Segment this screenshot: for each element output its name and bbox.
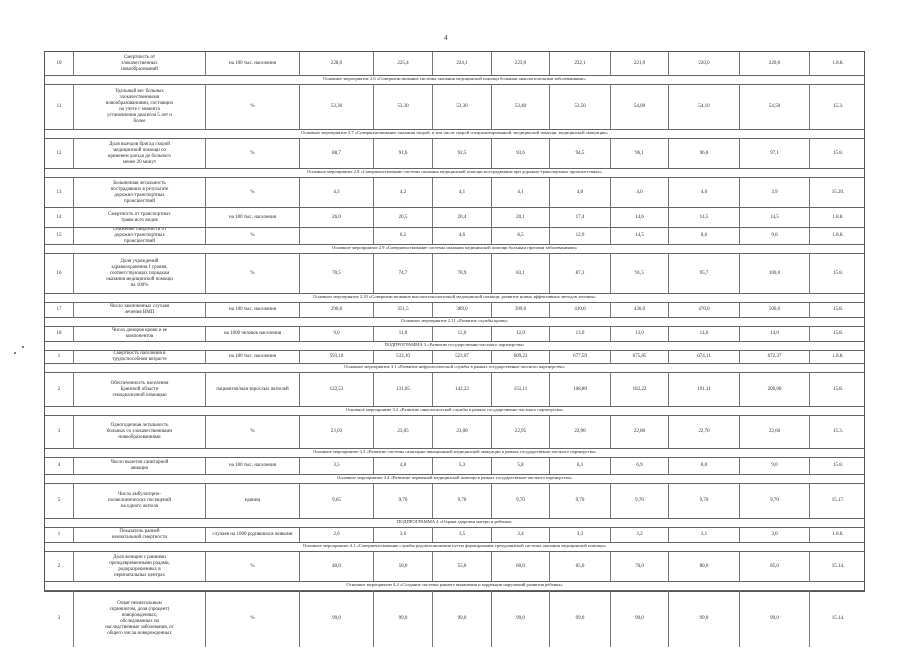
value-cell: 9,70: [549, 484, 610, 518]
reference-cell: 15.8.: [809, 254, 866, 293]
value-cell: 220,0: [739, 52, 809, 75]
unit-cell: %: [205, 254, 299, 293]
indicator-name-cell: Число амбулаторно- поликлинических посещений на одного жителя: [73, 484, 205, 518]
value-cell: 228,9: [299, 52, 373, 75]
table-row: [45, 253, 864, 293]
section-header-row: ПОДПРОГРАММА 3 «Развитие государственно-частного партнерства»: [45, 341, 864, 350]
value-cell: 50,0: [373, 552, 432, 581]
value-cell: 20,4: [432, 208, 491, 227]
unit-cell: пациентов/млн взрослых жителей: [205, 373, 299, 406]
scan-dot: [14, 352, 16, 354]
value-cell: 9,0: [739, 458, 809, 474]
value-cell: 54,10: [668, 85, 739, 129]
value-cell: 12,0: [549, 228, 610, 244]
value-cell: 97,1: [739, 139, 809, 168]
value-cell: 223,0: [491, 52, 549, 75]
unit-cell: на 1000 человек населения: [205, 327, 299, 341]
value-cell: 20,1: [491, 208, 549, 227]
value-cell: 95,7: [668, 254, 739, 293]
row-number-cell: 16: [56, 270, 62, 276]
value-cell: 88,7: [299, 139, 373, 168]
reference-cell: 15.8.: [809, 303, 866, 317]
value-cell: 122,53: [299, 373, 373, 406]
value-cell: 12,0: [432, 327, 491, 341]
row-number-cell: 10: [56, 60, 62, 66]
table-row: [45, 138, 864, 168]
indicator-name-cell: Доля учреждений здравоохранения I уровня, соответствующих порядкам оказания медицинской помощи на 100%: [73, 254, 205, 293]
value-cell: 53,40: [491, 85, 549, 129]
value-cell: 2,6: [299, 528, 373, 542]
unit-cell: единиц: [205, 484, 299, 518]
indicator-name-cell: Смертность от злокачественных новообразований: [73, 52, 205, 75]
unit-cell: %: [205, 139, 299, 168]
reference-cell: 15.8.: [809, 373, 866, 406]
section-header-row: Основное мероприятие 2.10 «Совершенствование высокотехнологичной медицинской помощи, развитие новых эффективных методов лечения»: [45, 293, 864, 302]
value-cell: 3,5: [432, 528, 491, 542]
value-cell: 26,0: [299, 208, 373, 227]
indicator-name-cell: Одногодичная летальность больных со злокачественными новообразованиями: [73, 416, 205, 448]
value-cell: 500,0: [739, 303, 809, 317]
value-cell: 609,23: [491, 351, 549, 363]
value-cell: 533,10: [373, 351, 432, 363]
indicator-name-cell: Больничная летальность пострадавших в результате дорожно-транспортных происшествий: [73, 178, 205, 207]
section-header-row: Основное мероприятие 3.1 «Развитие нефрологической службы в рамках государственно-частного партнерства»: [45, 363, 864, 372]
value-cell: 142,22: [432, 373, 491, 406]
value-cell: 20,5: [373, 208, 432, 227]
value-cell: 96,1: [610, 139, 668, 168]
section-header-row: ПОДПРОГРАММА 4 «Охрана здоровья матери и ребенка»: [45, 518, 864, 527]
value-cell: 22,90: [549, 416, 610, 448]
reference-cell: 15.8.: [809, 327, 866, 341]
reference-cell: 15.8.: [809, 139, 866, 168]
unit-cell: на 100 тыс. населения: [205, 303, 299, 317]
value-cell: 221,0: [610, 52, 668, 75]
value-cell: 182,22: [610, 373, 668, 406]
row-number-cell: 5: [57, 498, 61, 503]
value-cell: 99,0: [549, 591, 610, 647]
row-number-cell: 2: [57, 386, 61, 392]
reference-cell: 15.3.: [809, 85, 866, 129]
value-cell: 22,60: [739, 416, 809, 448]
table-row: [45, 227, 864, 244]
value-cell: 91,6: [373, 139, 432, 168]
indicators-table: [44, 51, 865, 636]
value-cell: 9,70: [668, 484, 739, 518]
value-cell: 3,1: [668, 528, 739, 542]
section-header-row: Основное мероприятие 3.2 «Развитие онкологической службы в рамках государственно-частного партнерства»: [45, 406, 864, 415]
value-cell: 8,5: [491, 228, 549, 244]
indicator-name-cell: Обеспеченность населения Брянской области гемодиализной помощью: [73, 373, 205, 406]
value-cell: 55,0: [432, 552, 491, 581]
unit-cell: %: [205, 591, 299, 647]
value-cell: 4,0: [668, 178, 739, 207]
indicator-name-cell: Доля женщин с ранними преждевременными родами, родоразрешенных в перинатальных центрах: [73, 552, 205, 581]
value-cell: 53,50: [549, 85, 610, 129]
value-cell: 14,0: [739, 327, 809, 341]
table-row: [45, 177, 864, 207]
value-cell: [299, 228, 373, 244]
value-cell: 4,3: [299, 178, 373, 207]
section-header-row: Основное мероприятие 4.1 «Совершенствование службы родовспоможения путем формирования трехуровневой системы оказания медицинской помощи»: [45, 542, 864, 551]
value-cell: 14,5: [739, 208, 809, 227]
value-cell: 9,65: [299, 484, 373, 518]
table-row: [45, 415, 864, 448]
value-cell: 93,6: [491, 139, 549, 168]
section-header-row: Основное мероприятие 2.6 «Совершенствование системы оказания медицинской помощи больным онкологическими заболеваниями»: [45, 75, 864, 84]
section-header-row: Основное мероприятие 3.3 «Развитие системы санитарно-авиационной медицинской эвакуации в рамках государственно-частного партнерства»: [45, 448, 864, 457]
value-cell: 5,8: [491, 458, 549, 474]
value-cell: 9,70: [432, 484, 491, 518]
value-cell: 12,0: [491, 327, 549, 341]
value-cell: 6,3: [549, 458, 610, 474]
value-cell: 4,0: [610, 178, 668, 207]
unit-cell: %: [205, 552, 299, 581]
value-cell: 5,3: [432, 458, 491, 474]
value-cell: 4,1: [432, 178, 491, 207]
value-cell: 9,0: [299, 327, 373, 341]
table-row: [45, 350, 864, 363]
value-cell: 672,37: [739, 351, 809, 363]
value-cell: 3,6: [373, 528, 432, 542]
row-number-cell: 2: [57, 563, 61, 569]
value-cell: 99,0: [610, 591, 668, 647]
reference-cell: 1.8.8.: [809, 351, 866, 363]
value-cell: 54,50: [739, 85, 809, 129]
row-number-cell: 1: [57, 354, 61, 359]
value-cell: 200,00: [739, 373, 809, 406]
value-cell: 389,0: [432, 303, 491, 317]
value-cell: 3,2: [610, 528, 668, 542]
value-cell: 6,9: [610, 458, 668, 474]
value-cell: 60,0: [491, 552, 549, 581]
value-cell: 593,10: [299, 351, 373, 363]
reference-cell: 1.8.8.: [809, 528, 866, 542]
value-cell: 53,30: [299, 85, 373, 129]
value-cell: 23,03: [299, 416, 373, 448]
value-cell: 3,3: [549, 528, 610, 542]
value-cell: 191,11: [668, 373, 739, 406]
value-cell: 677,59: [549, 351, 610, 363]
value-cell: 80,0: [668, 552, 739, 581]
unit-cell: случаев на 1000 родившихся живыми: [205, 528, 299, 542]
reference-cell: 1.8.8.: [809, 208, 866, 227]
value-cell: 53,30: [432, 85, 491, 129]
section-header-row: Основное мероприятие 3.4 «Развитие первичной медицинской помощи в рамках государственно-частного партнерства»: [45, 474, 864, 483]
section-header-row: Основное мероприятие 4.2 «Создание системы раннего выявления и коррекции нарушений развития ребенка»: [45, 581, 864, 590]
reference-cell: 15.20.: [809, 178, 866, 207]
value-cell: 99,0: [739, 591, 809, 647]
value-cell: 83,1: [491, 254, 549, 293]
section-header-row: Основное мероприятие 2.7 «Совершенствование оказания скорой, в том числе скорой специализированной, медицинской помощи, медицинской эвакуации»: [45, 129, 864, 138]
table-row: [45, 527, 864, 542]
reference-cell: 15.8.: [809, 458, 866, 474]
value-cell: 222,1: [549, 52, 610, 75]
value-cell: 410,0: [549, 303, 610, 317]
value-cell: 3,4: [491, 528, 549, 542]
unit-cell: %: [205, 85, 299, 129]
value-cell: 85,0: [739, 552, 809, 581]
value-cell: 8,0: [668, 228, 739, 244]
value-cell: 74,7: [373, 254, 432, 293]
value-cell: 675,85: [610, 351, 668, 363]
unit-cell: %: [205, 416, 299, 448]
section-header-row: Основное мероприятие 2.9 «Совершенствование системы оказания медицинской помощи больным прочими заболеваниями»: [45, 244, 864, 253]
value-cell: 4,8: [373, 458, 432, 474]
reference-cell: 15.14.: [809, 591, 866, 647]
indicator-name-cell: Показатель ранней неонатальной смертности: [73, 528, 205, 542]
row-number-cell: 3: [57, 616, 61, 621]
unit-cell: на 100 тыс. населения: [205, 208, 299, 227]
unit-cell: %: [205, 178, 299, 207]
table-row: [45, 326, 864, 341]
indicator-name-cell: Число законченных случаев лечения ВМП: [73, 303, 205, 317]
row-number-cell: 13: [56, 189, 62, 195]
reference-cell: 15.17.: [809, 484, 866, 518]
table-row: [45, 483, 864, 518]
indicator-name-cell: Число вылетов санитарной авиации: [73, 458, 205, 474]
value-cell: 9,70: [373, 484, 432, 518]
value-cell: 674,11: [668, 351, 739, 363]
indicator-name-cell: Снижение смертности от дорожно-транспортных происшествий: [73, 228, 205, 244]
value-cell: 70,0: [610, 552, 668, 581]
value-cell: 22,80: [610, 416, 668, 448]
value-cell: 430,0: [610, 303, 668, 317]
value-cell: 151,11: [491, 373, 549, 406]
value-cell: 54,00: [610, 85, 668, 129]
value-cell: 3,0: [739, 528, 809, 542]
value-cell: 14,0: [668, 327, 739, 341]
value-cell: 65,0: [549, 552, 610, 581]
value-cell: 220,0: [668, 52, 739, 75]
table-row: [45, 207, 864, 227]
unit-cell: на 100 тыс. населения: [205, 458, 299, 474]
table-row: [45, 302, 864, 317]
value-cell: 87,3: [549, 254, 610, 293]
value-cell: 13,0: [549, 327, 610, 341]
value-cell: 23,00: [432, 416, 491, 448]
reference-cell: 1.8.8.: [809, 228, 866, 244]
value-cell: 6,2: [373, 228, 432, 244]
value-cell: 14,6: [610, 208, 668, 227]
table-row: [45, 590, 864, 647]
value-cell: 70,5: [299, 254, 373, 293]
value-cell: 23,05: [373, 416, 432, 448]
value-cell: 96,8: [668, 139, 739, 168]
value-cell: 99,0: [432, 591, 491, 647]
table-row: [45, 457, 864, 474]
value-cell: 9,70: [491, 484, 549, 518]
value-cell: 399,0: [491, 303, 549, 317]
value-cell: 99,0: [491, 591, 549, 647]
row-number-cell: 15: [56, 233, 62, 238]
row-number-cell: 4: [57, 463, 61, 468]
value-cell: 470,0: [668, 303, 739, 317]
indicator-name-cell: Удельный вес больных злокачественными новообразованиями, состоящих на учете с момента установления диагноза 5 лет и более: [73, 85, 205, 129]
value-cell: 22,70: [668, 416, 739, 448]
value-cell: 351,5: [373, 303, 432, 317]
value-cell: 92,5: [432, 139, 491, 168]
value-cell: 14,5: [668, 208, 739, 227]
unit-cell: %: [205, 228, 299, 244]
row-number-cell: 14: [56, 214, 62, 220]
value-cell: 523,07: [432, 351, 491, 363]
table-row: [45, 372, 864, 406]
value-cell: 9,70: [610, 484, 668, 518]
indicator-name-cell: Число доноров крови и ее компонентов: [73, 327, 205, 341]
value-cell: 94,5: [549, 139, 610, 168]
page-number: 4: [444, 34, 448, 42]
table-row: [45, 551, 864, 581]
value-cell: 99,0: [373, 591, 432, 647]
reference-cell: 15.3.: [809, 416, 866, 448]
value-cell: 4,2: [373, 178, 432, 207]
value-cell: 168,89: [549, 373, 610, 406]
value-cell: 14,5: [610, 228, 668, 244]
row-number-cell: 18: [56, 331, 62, 336]
indicator-name-cell: Охват неонатальным скринингом, доля (процент) новорожденных, обследованных на наследственные заболевания, от общего числа новорожденных: [73, 591, 205, 647]
value-cell: 290,0: [299, 303, 373, 317]
value-cell: 4,6: [432, 228, 491, 244]
indicator-name-cell: Доля выездов бригад скорой медицинской помощи со временем доезда до больного менее 20 минут: [73, 139, 205, 168]
value-cell: 9,70: [739, 484, 809, 518]
value-cell: 225,4: [373, 52, 432, 75]
value-cell: 8,0: [668, 458, 739, 474]
row-number-cell: 12: [56, 150, 62, 156]
row-number-cell: 3: [57, 429, 61, 434]
value-cell: 3,5: [299, 458, 373, 474]
table-row: [45, 52, 864, 75]
value-cell: 53,30: [373, 85, 432, 129]
unit-cell: на 100 тыс. населения: [205, 52, 299, 75]
value-cell: 9,0: [739, 228, 809, 244]
value-cell: 11,0: [373, 327, 432, 341]
value-cell: 224,1: [432, 52, 491, 75]
row-number-cell: 17: [56, 307, 62, 312]
table-row: [45, 84, 864, 129]
value-cell: 4,0: [549, 178, 610, 207]
scan-dot: [22, 346, 24, 348]
value-cell: 99,0: [668, 591, 739, 647]
reference-cell: 1.8.8.: [809, 52, 866, 75]
value-cell: 91,5: [610, 254, 668, 293]
indicator-name-cell: Смертность от транспортных травм всех видов: [73, 208, 205, 227]
value-cell: 78,9: [432, 254, 491, 293]
section-header-row: Основное мероприятие 2.11 «Развитие службы крови»: [45, 317, 864, 326]
value-cell: 3,9: [739, 178, 809, 207]
row-number-cell: 11: [56, 104, 62, 109]
indicator-name-cell: Смертность населения в трудоспособном возрасте: [73, 351, 205, 363]
value-cell: 40,0: [299, 552, 373, 581]
row-number-cell: 1: [57, 532, 61, 537]
section-header-row: Основное мероприятие 2.8 «Совершенствование системы оказания медицинской помощи пострадавшим при дорожно-транспортных происшествиях»: [45, 168, 864, 177]
value-cell: 13,0: [610, 327, 668, 341]
value-cell: 99,0: [299, 591, 373, 647]
value-cell: 17,4: [549, 208, 610, 227]
value-cell: 4,1: [491, 178, 549, 207]
value-cell: 100,0: [739, 254, 809, 293]
unit-cell: на 100 тыс. населения: [205, 351, 299, 363]
reference-cell: 15.14.: [809, 552, 866, 581]
value-cell: 22,95: [491, 416, 549, 448]
value-cell: 131,05: [373, 373, 432, 406]
